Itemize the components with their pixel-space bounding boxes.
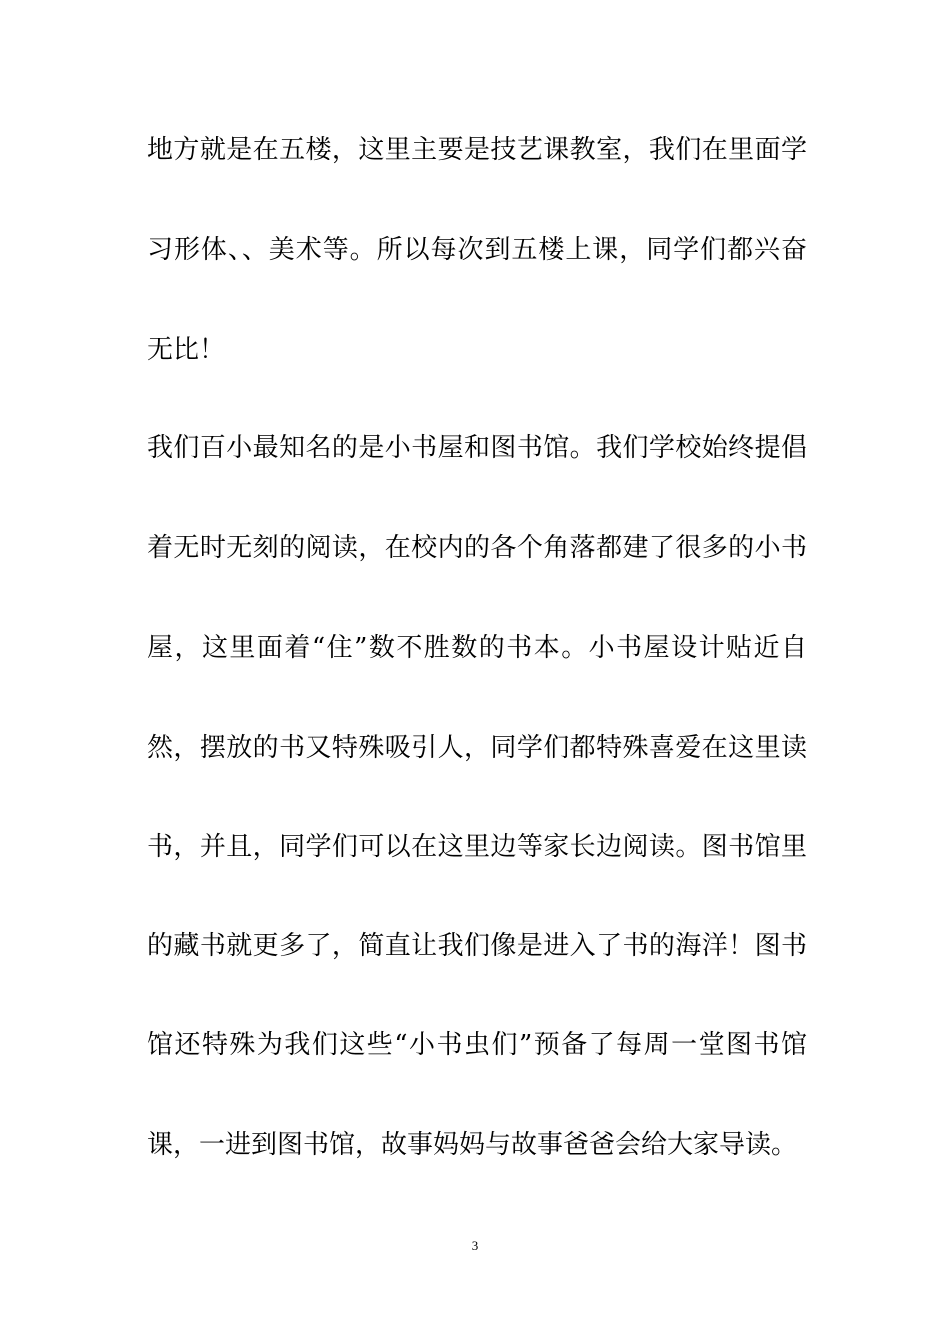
text-line-9: 的藏书就更多了，简直让我们像是进入了书的海洋！图书 xyxy=(147,931,807,961)
text-line-8: 书，并且，同学们可以在这里边等家长边阅读。图书馆里 xyxy=(147,832,807,862)
text-line-7: 然，摆放的书又特殊吸引人，同学们都特殊喜爱在这里读 xyxy=(147,733,807,763)
page-number: 3 xyxy=(471,1238,479,1253)
text-line-4: 我们百小最知名的是小书屋和图书馆。我们学校始终提倡 xyxy=(147,433,807,463)
text-line-6: 屋，这里面着“住”数不胜数的书本。小书屋设计贴近自 xyxy=(147,633,807,663)
text-line-11: 课，一进到图书馆，故事妈妈与故事爸爸会给大家导读。 xyxy=(147,1130,798,1160)
text-line-5: 着无时无刻的阅读，在校内的各个角落都建了很多的小书 xyxy=(147,533,807,563)
text-line-1: 地方就是在五楼，这里主要是技艺课教室，我们在里面学 xyxy=(147,135,807,165)
text-line-3: 无比！ xyxy=(147,335,226,365)
text-line-2: 习形体、、美术等。所以每次到五楼上课，同学们都兴奋 xyxy=(147,235,807,265)
text-line-10: 馆还特殊为我们这些“小书虫们”预备了每周一堂图书馆 xyxy=(147,1030,807,1060)
